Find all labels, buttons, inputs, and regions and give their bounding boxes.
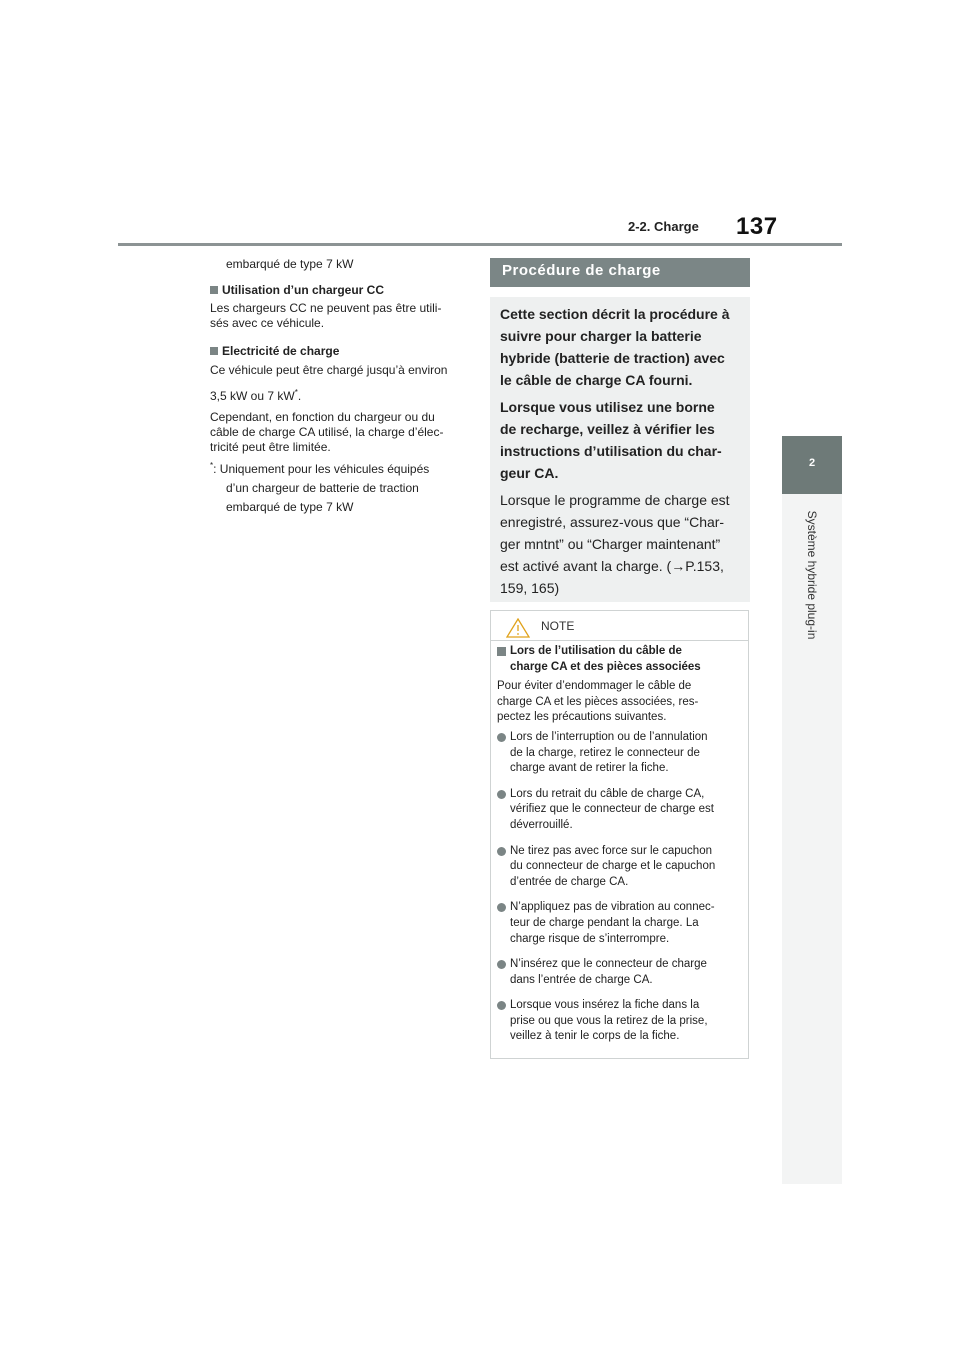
note-content: [497, 644, 743, 1055]
page-number: 137: [736, 213, 778, 240]
warning-triangle-icon: [506, 618, 530, 638]
procedure-title: Procédure de charge: [502, 262, 661, 279]
round-bullet-icon: [497, 733, 506, 742]
round-bullet-icon: [497, 790, 506, 799]
note-label: NOTE: [541, 619, 575, 633]
charge-power-line: Cependant, en fonction du chargeur ou du: [210, 410, 435, 424]
note-bullet-item: N’insérez que le connecteur de charge dans l’entrée de charge CA.: [497, 957, 743, 988]
chapter-title: Système hybride plug-in: [805, 510, 819, 640]
dc-charger-heading: Utilisation d’un chargeur CC: [210, 283, 441, 298]
header-divider: [118, 243, 842, 246]
square-bullet-icon: [497, 647, 506, 656]
note-bullet-item: Lors du retrait du câble de charge CA, vérifiez que le connecteur de charge est déverrouillé.: [497, 787, 743, 834]
procedure-intro: Cette section décrit la procédure à suivre pour charger la batterie hybride (batterie de traction) avec le câble de charge CA fourni. Lorsque vous utilisez une borne de recharge, veillez à vérifier les instructions d’utilisation du char- geur CA.: [500, 306, 730, 481]
note-header: [491, 611, 748, 641]
charge-power-section: [210, 344, 447, 515]
note-bullet-item: N’appliquez pas de vibration au connec- teur de charge pendant la charge. La charge risque de s’interrompre.: [497, 900, 743, 947]
procedure-title-bar: [490, 258, 750, 287]
round-bullet-icon: [497, 903, 506, 912]
square-bullet-icon: [210, 286, 218, 294]
round-bullet-icon: [497, 960, 506, 969]
footnote-line: d’un chargeur de batterie de traction: [226, 481, 419, 495]
procedure-text: Lorsque le programme de charge est enregistré, assurez-vous que “Char- ger mntnt” ou “Charger maintenant” est activé avant la charge. (→P.153, 159, 165): [500, 492, 730, 596]
note-bullet-item: Ne tirez pas avec force sur le capuchon du connecteur de charge et le capuchon d’entrée de charge CA.: [497, 844, 743, 891]
charge-power-heading: Electricité de charge: [210, 344, 447, 359]
footnote: *: Uniquement pour les véhicules équipés: [210, 461, 430, 476]
charge-power-line: câble de charge CA utilisé, la charge d’élec-: [210, 425, 444, 439]
note-intro: Pour éviter d’endommager le câble de charge CA et les pièces associées, res- pectez les précautions suivantes.: [497, 680, 699, 724]
running-header-section: 2-2. Charge: [628, 219, 699, 234]
chapter-number: 2: [808, 457, 816, 469]
charge-power-line: tricité peut être limitée.: [210, 440, 331, 454]
dc-text-line: sés avec ce véhicule.: [210, 316, 325, 330]
dc-text-line: Les chargeurs CC ne peuvent pas être utili-: [210, 301, 442, 315]
charge-power-line: Ce véhicule peut être chargé jusqu’à environ: [210, 363, 448, 377]
footnote-line: embarqué de type 7 kW: [226, 500, 354, 514]
round-bullet-icon: [497, 1001, 506, 1010]
note-bullet-item: Lorsque vous insérez la fiche dans la prise ou que vous la retirez de la prise, veillez à tenir le corps de la fiche.: [497, 998, 743, 1045]
note-heading: Lors de l’utilisation du câble de charge CA et des pièces associées: [497, 644, 743, 675]
note-bullet-item: Lors de l’interruption ou de l’annulation de la charge, retirez le connecteur de charge avant de retirer la fiche.: [497, 730, 743, 777]
chapter-tab: [782, 436, 842, 494]
square-bullet-icon: [210, 347, 218, 355]
dc-charger-section: [210, 283, 441, 331]
charge-power-line: 3,5 kW ou 7 kW*.: [210, 388, 302, 403]
continued-line: embarqué de type 7 kW: [226, 257, 354, 271]
round-bullet-icon: [497, 847, 506, 856]
note-box: [490, 610, 749, 1059]
procedure-panel: [490, 297, 750, 602]
note-bullet-list: [497, 730, 743, 1045]
